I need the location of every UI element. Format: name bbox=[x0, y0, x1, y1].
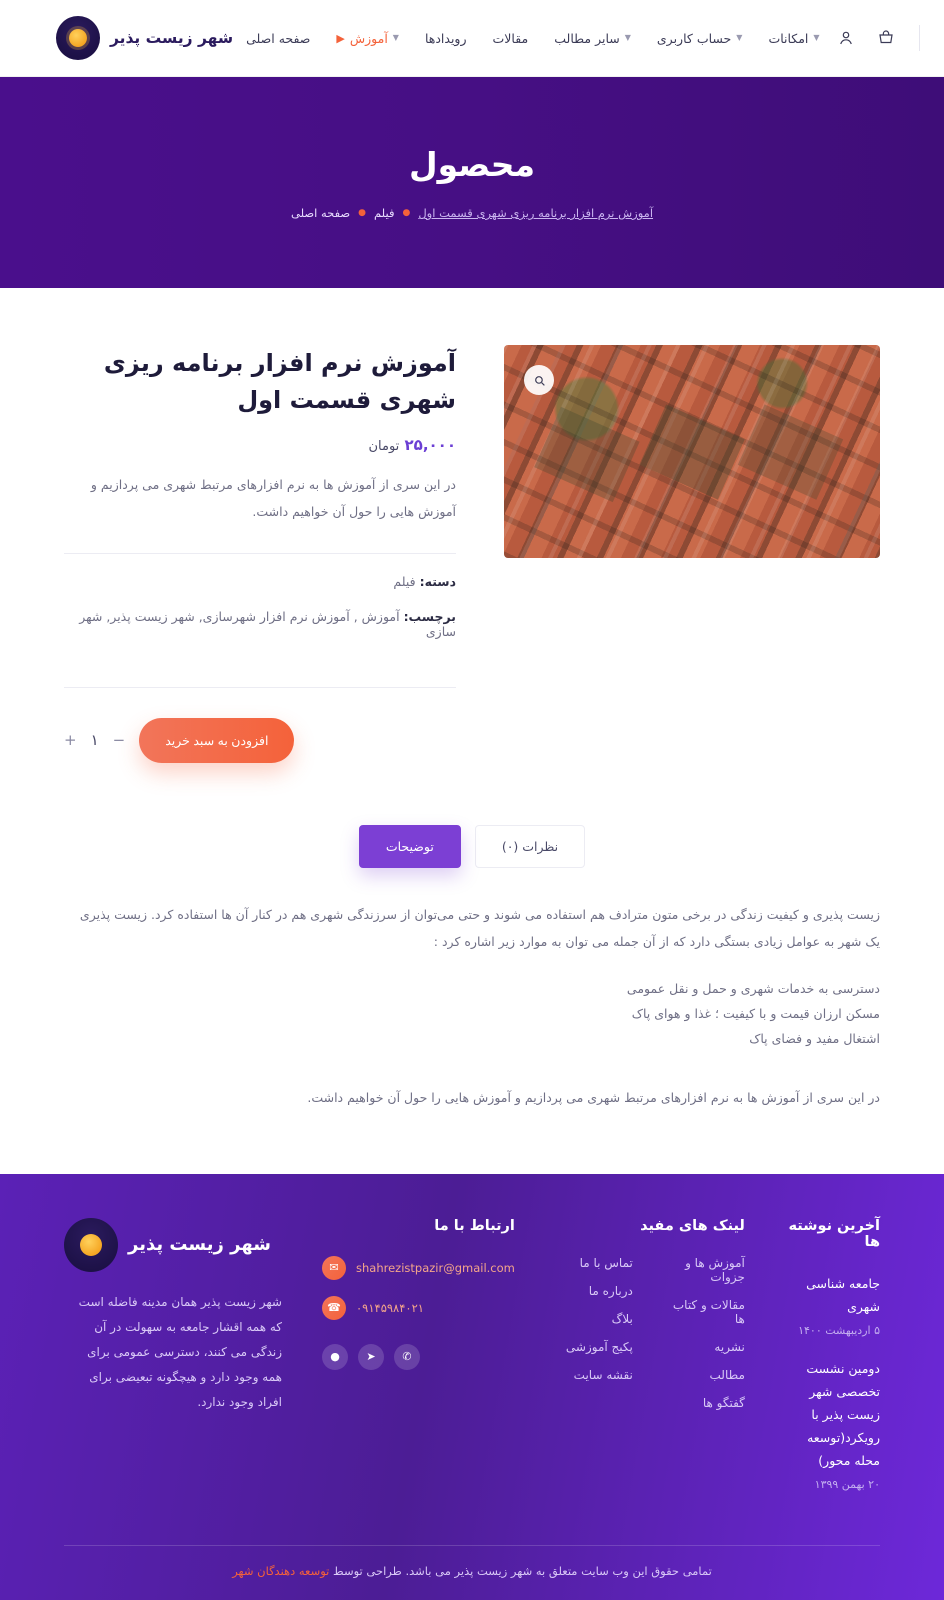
nav-label-events: رویدادها bbox=[425, 31, 467, 46]
footer-links-heading: لینک های مفید bbox=[555, 1218, 745, 1234]
product-info bbox=[64, 345, 456, 763]
nav-label-account: حساب کاربری bbox=[657, 31, 731, 46]
nav-label-other: سایر مطالب bbox=[554, 31, 619, 46]
footer-posts-heading: آخرین نوشته ها bbox=[785, 1218, 880, 1250]
description-list-item: مسکن ارزان قیمت و با کیفیت ؛ غذا و هوای پاک bbox=[64, 1001, 880, 1026]
product-short-description: در این سری از آموزش ها به نرم افزارهای مرتبط شهری می پردازیم و آموزش هایی را حول آن خواهیم داشت. bbox=[64, 472, 456, 525]
quantity-plus-button[interactable]: + bbox=[64, 731, 77, 749]
add-to-cart-row bbox=[64, 718, 456, 763]
footer-link-books[interactable]: مقالات و کتاب ها bbox=[667, 1298, 745, 1326]
footer-contact-column bbox=[322, 1218, 515, 1370]
nav-label-home: صفحه اصلی bbox=[246, 31, 310, 46]
chevron-down-icon: ▼ bbox=[625, 34, 631, 42]
site-footer bbox=[0, 1174, 944, 1600]
chevron-down-icon: ▼ bbox=[736, 34, 742, 42]
footer-post-item[interactable] bbox=[785, 1272, 880, 1337]
footer-link-courses[interactable]: آموزش ها و جزوات bbox=[667, 1256, 745, 1284]
footer-post-date: ۲۰ بهمن ۱۳۹۹ bbox=[785, 1478, 880, 1491]
nav-item-other[interactable] bbox=[541, 23, 644, 54]
whatsapp-icon[interactable]: ✆ bbox=[394, 1344, 420, 1370]
footer-link-blog[interactable]: بلاگ bbox=[555, 1312, 633, 1326]
breadcrumb bbox=[291, 206, 653, 220]
nav-item-features[interactable] bbox=[755, 23, 832, 54]
footer-contact-heading: ارتباط با ما bbox=[322, 1218, 515, 1234]
footer-post-date: ۵ اردیبهشت ۱۴۰۰ bbox=[785, 1324, 880, 1337]
nav-label-articles: مقالات bbox=[493, 31, 529, 46]
footer-email-row[interactable] bbox=[322, 1256, 515, 1280]
footer-brand-column bbox=[64, 1218, 282, 1416]
footer-posts-column bbox=[785, 1218, 880, 1512]
footer-link-journal[interactable]: نشریه bbox=[667, 1340, 745, 1354]
brand-name: شهر زیست پذیر bbox=[110, 29, 233, 47]
divider bbox=[64, 687, 456, 688]
product-price bbox=[64, 436, 456, 454]
product-price-amount: ۲۵,۰۰۰ bbox=[405, 436, 456, 454]
footer-link-package[interactable]: پکیج آموزشی bbox=[555, 1340, 633, 1354]
instagram-icon[interactable]: ● bbox=[322, 1344, 348, 1370]
description-paragraph-2: در این سری از آموزش ها به نرم افزارهای مرتبط شهری می پردازیم و آموزش هایی را حول آن خواهیم داشت. bbox=[64, 1085, 880, 1112]
footer-post-item[interactable] bbox=[785, 1357, 880, 1492]
magnifier-icon[interactable] bbox=[524, 365, 554, 395]
footer-link-about[interactable]: درباره ما bbox=[555, 1284, 633, 1298]
footer-links-col-a bbox=[555, 1256, 633, 1424]
quantity-value: ۱ bbox=[91, 731, 99, 749]
nav-item-home[interactable] bbox=[233, 23, 323, 54]
footer-phone-row[interactable] bbox=[322, 1296, 515, 1320]
product-media bbox=[504, 345, 880, 763]
footer-links-col-b bbox=[667, 1256, 745, 1424]
footer-brand-name: شهر زیست پذیر bbox=[128, 1234, 271, 1255]
product-price-currency: تومان bbox=[368, 439, 399, 454]
main-nav bbox=[233, 23, 832, 54]
footer-link-discussions[interactable]: گفتگو ها bbox=[667, 1396, 745, 1410]
page-title: محصول bbox=[409, 145, 535, 184]
tab-reviews[interactable]: نظرات (۰) bbox=[475, 825, 585, 868]
description-list-item: اشتغال مفید و فضای پاک bbox=[64, 1026, 880, 1051]
nav-item-education[interactable] bbox=[323, 23, 412, 54]
footer-socials bbox=[322, 1344, 515, 1370]
tab-description[interactable]: توضیحات bbox=[359, 825, 461, 868]
footer-email[interactable]: shahrezistpazir@gmail.com bbox=[356, 1261, 515, 1275]
brand-logo[interactable] bbox=[56, 16, 233, 60]
breadcrumb-current: آموزش نرم افزار برنامه ریزی شهری قسمت اول bbox=[418, 206, 653, 220]
footer-copyright bbox=[64, 1545, 880, 1600]
page-hero bbox=[0, 77, 944, 288]
phone-icon: ☎ bbox=[322, 1296, 346, 1320]
cart-icon[interactable] bbox=[873, 25, 899, 51]
nav-item-events[interactable] bbox=[412, 23, 480, 54]
breadcrumb-category[interactable]: فیلم bbox=[374, 206, 394, 220]
footer-post-title[interactable]: دومین نشست تخصصی شهر زیست پذیر با رویکرد(توسعه محله محور) bbox=[785, 1357, 880, 1473]
product-tags bbox=[64, 609, 456, 659]
quantity-stepper[interactable] bbox=[64, 731, 125, 749]
logo-icon bbox=[64, 1218, 118, 1272]
header-tools bbox=[833, 20, 944, 56]
product-category-label: دسته: bbox=[420, 574, 456, 589]
footer-logo[interactable] bbox=[64, 1218, 282, 1272]
product-image[interactable] bbox=[504, 345, 880, 558]
product-section bbox=[0, 288, 944, 763]
description-list-item: دسترسی به خدمات شهری و حمل و نقل عمومی bbox=[64, 976, 880, 1001]
footer-phone[interactable]: ۰۹۱۴۵۹۸۴۰۲۱ bbox=[356, 1301, 424, 1315]
add-to-cart-button[interactable]: افزودن به سبد خرید bbox=[139, 718, 294, 763]
footer-link-sitemap[interactable]: نقشه سایت bbox=[555, 1368, 633, 1382]
divider bbox=[919, 25, 920, 51]
description-paragraph-1: زیست پذیری و کیفیت زندگی در برخی متون مترادف هم استفاده می شوند و حتی می‌توان از سرزندگی شهری هم در کنار آن ها استفاده کرد. زیست پذیری یک شهر به عوامل زیادی بستگی دارد که از آن جمله می توان به موارد زیر اشاره کرد : bbox=[64, 902, 880, 956]
search-icon[interactable] bbox=[940, 25, 944, 51]
logo-icon bbox=[56, 16, 100, 60]
product-category bbox=[64, 554, 456, 609]
footer-copyright-text: تمامی حقوق این وب سایت متعلق به شهر زیست پذیر می باشد. طراحی توسط bbox=[329, 1564, 711, 1578]
footer-link-contact[interactable]: تماس با ما bbox=[555, 1256, 633, 1270]
product-category-value[interactable]: فیلم bbox=[393, 574, 415, 589]
envelope-icon: ✉ bbox=[322, 1256, 346, 1280]
nav-item-account[interactable] bbox=[644, 23, 756, 54]
footer-post-title[interactable]: جامعه شناسی شهری bbox=[785, 1272, 880, 1318]
product-tabs bbox=[0, 763, 944, 868]
quantity-minus-button[interactable]: − bbox=[113, 731, 126, 749]
breadcrumb-separator-icon: ● bbox=[358, 208, 366, 218]
footer-developer-link[interactable]: توسعه دهندگان شهر bbox=[232, 1564, 329, 1578]
product-title: آموزش نرم افزار برنامه ریزی شهری قسمت اول bbox=[64, 345, 456, 419]
footer-link-materials[interactable]: مطالب bbox=[667, 1368, 745, 1382]
site-header bbox=[0, 0, 944, 77]
flag-icon: ▶ bbox=[336, 32, 344, 45]
breadcrumb-separator-icon: ● bbox=[402, 208, 410, 218]
telegram-icon[interactable]: ➤ bbox=[358, 1344, 384, 1370]
footer-about-text: شهر زیست پذیر همان مدینه فاضله است که همه اقشار جامعه به سهولت در آن زندگی می کنند، دسترسی عمومی برای همه وجود دارد و هیچگونه تبعیضی برای افراد وجود ندارد. bbox=[64, 1290, 282, 1416]
chevron-down-icon: ▼ bbox=[393, 34, 399, 42]
product-tags-label: برچسب: bbox=[404, 609, 456, 624]
user-icon[interactable] bbox=[833, 25, 859, 51]
nav-label-education: آموزش bbox=[350, 31, 388, 46]
product-tags-value[interactable]: آموزش , آموزش نرم افزار شهرسازی, شهر زیست پذیر, شهر سازی bbox=[79, 609, 456, 639]
nav-label-features: امکانات bbox=[768, 31, 808, 46]
nav-item-articles[interactable] bbox=[480, 23, 542, 54]
footer-links-column bbox=[555, 1218, 745, 1424]
breadcrumb-home[interactable]: صفحه اصلی bbox=[291, 206, 350, 220]
description-panel bbox=[0, 868, 944, 1112]
chevron-down-icon: ▼ bbox=[813, 34, 819, 42]
